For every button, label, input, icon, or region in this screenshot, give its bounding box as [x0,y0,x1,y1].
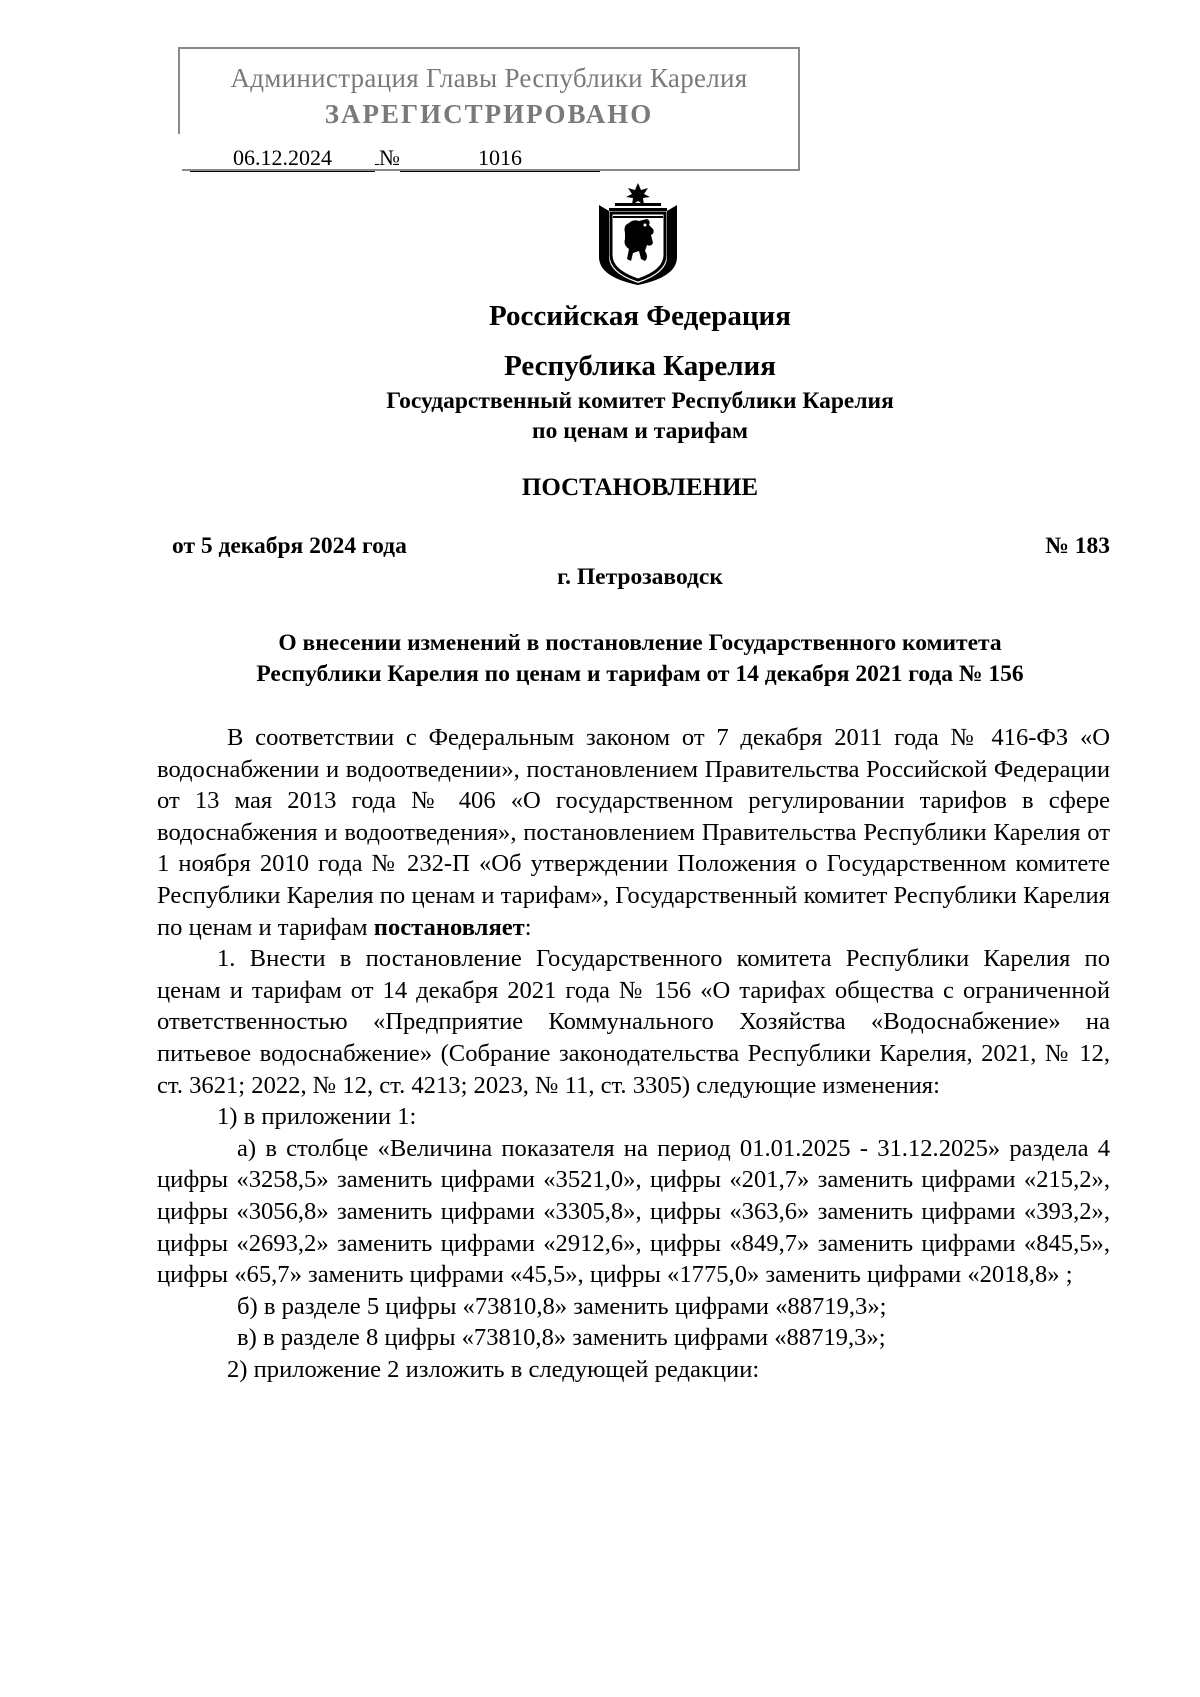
committee-heading-line2: по ценам и тарифам [532,418,748,444]
subitem-1a-paragraph: а) в столбце «Величина показателя на период 01.01.2025 - 31.12.2025» раздела 4 цифры «3258,5» заменить цифрами «3521,0», цифры «201,7» заменить цифрами «215,2», цифры «3056,8» заменить цифрами «3305,8», цифры «363,6» заменить цифрами «393,2», цифры «2693,2» заменить цифрами «2912,6», цифры «849,7» заменить цифрами «845,5», цифры «65,7» заменить цифрами «45,5», цифры «1775,0» заменить цифрами «2018,8» ; [157,1134,1110,1289]
item-1-paragraph: 1. Внести в постановление Государственного комитета Республики Карелия по ценам и тарифам от 14 декабря 2021 года № 156 «О тарифах общества с ограниченной ответственностью «Предприятие Коммунального Хозяйства «Водоснабжение» на питьевое водоснабжение» (Собрание законодательства Республики Карелия, 2021, № 12, ст. 3621; 2022, № 12, ст. 4213; 2023, № 11, ст. 3305) следующие изменения: [157,945,1110,1099]
subitem-2-paragraph: 2) приложение 2 изложить в следующей редакции: [227,1355,760,1383]
stamp-registration-line [190,145,600,172]
document-city: г. Петрозаводск [557,564,723,590]
republic-heading: Республика Карелия [504,350,776,382]
document-date: от 5 декабря 2024 года [172,533,407,559]
document-title-line1: О внесении изменений в постановление Государственного комитета [278,630,1002,656]
country-heading: Российская Федерация [489,300,791,332]
stamp-organization: Администрация Главы Республики Карелия [230,63,748,93]
stamp-number: 1016 [400,145,600,172]
subitem-1-paragraph: 1) в приложении 1: [217,1103,417,1131]
document-number: № 183 [1045,533,1110,559]
subitem-1b-paragraph: б) в разделе 5 цифры «73810,8» заменить цифрами «88719,3»; [237,1292,887,1320]
preamble-text: В соответствии с Федеральным законом от 7 декабря 2011 года № 416-ФЗ «О водоснабжении и водоотведении», постановлением Правительства Российской Федерации от 13 мая 2013 года № 406 «О государственном регулировании тарифов в сфере водоснабжения и водоотведения», постановлением Правительства Республики Карелия от 1 ноября 2010 года № 232-П «Об утверждении Положения о Государственном комитете Республики Карелия по ценам и тарифам», Государственный комитет Республики Карелия по ценам и тарифам [157,724,1110,941]
registration-stamp [178,47,800,171]
preamble-decision-word: постановляет [373,913,525,941]
stamp-number-sign: № [379,145,400,170]
preamble-paragraph [157,722,1110,943]
document-type: ПОСТАНОВЛЕНИЕ [521,474,759,501]
stamp-date: 06.12.2024 [190,145,375,172]
document-body [157,722,1110,1385]
committee-heading-line1: Государственный комитет Республики Карелия [386,388,894,414]
preamble-end: : [524,913,532,941]
subitem-1c-paragraph: в) в разделе 8 цифры «73810,8» заменить цифрами «88719,3»; [237,1324,886,1352]
stamp-status: ЗАРЕГИСТРИРОВАНО [324,99,654,129]
coat-of-arms-icon [595,181,681,285]
document-title-line2: Республики Карелия по ценам и тарифам от 14 декабря 2021 года № 156 [256,661,1024,687]
